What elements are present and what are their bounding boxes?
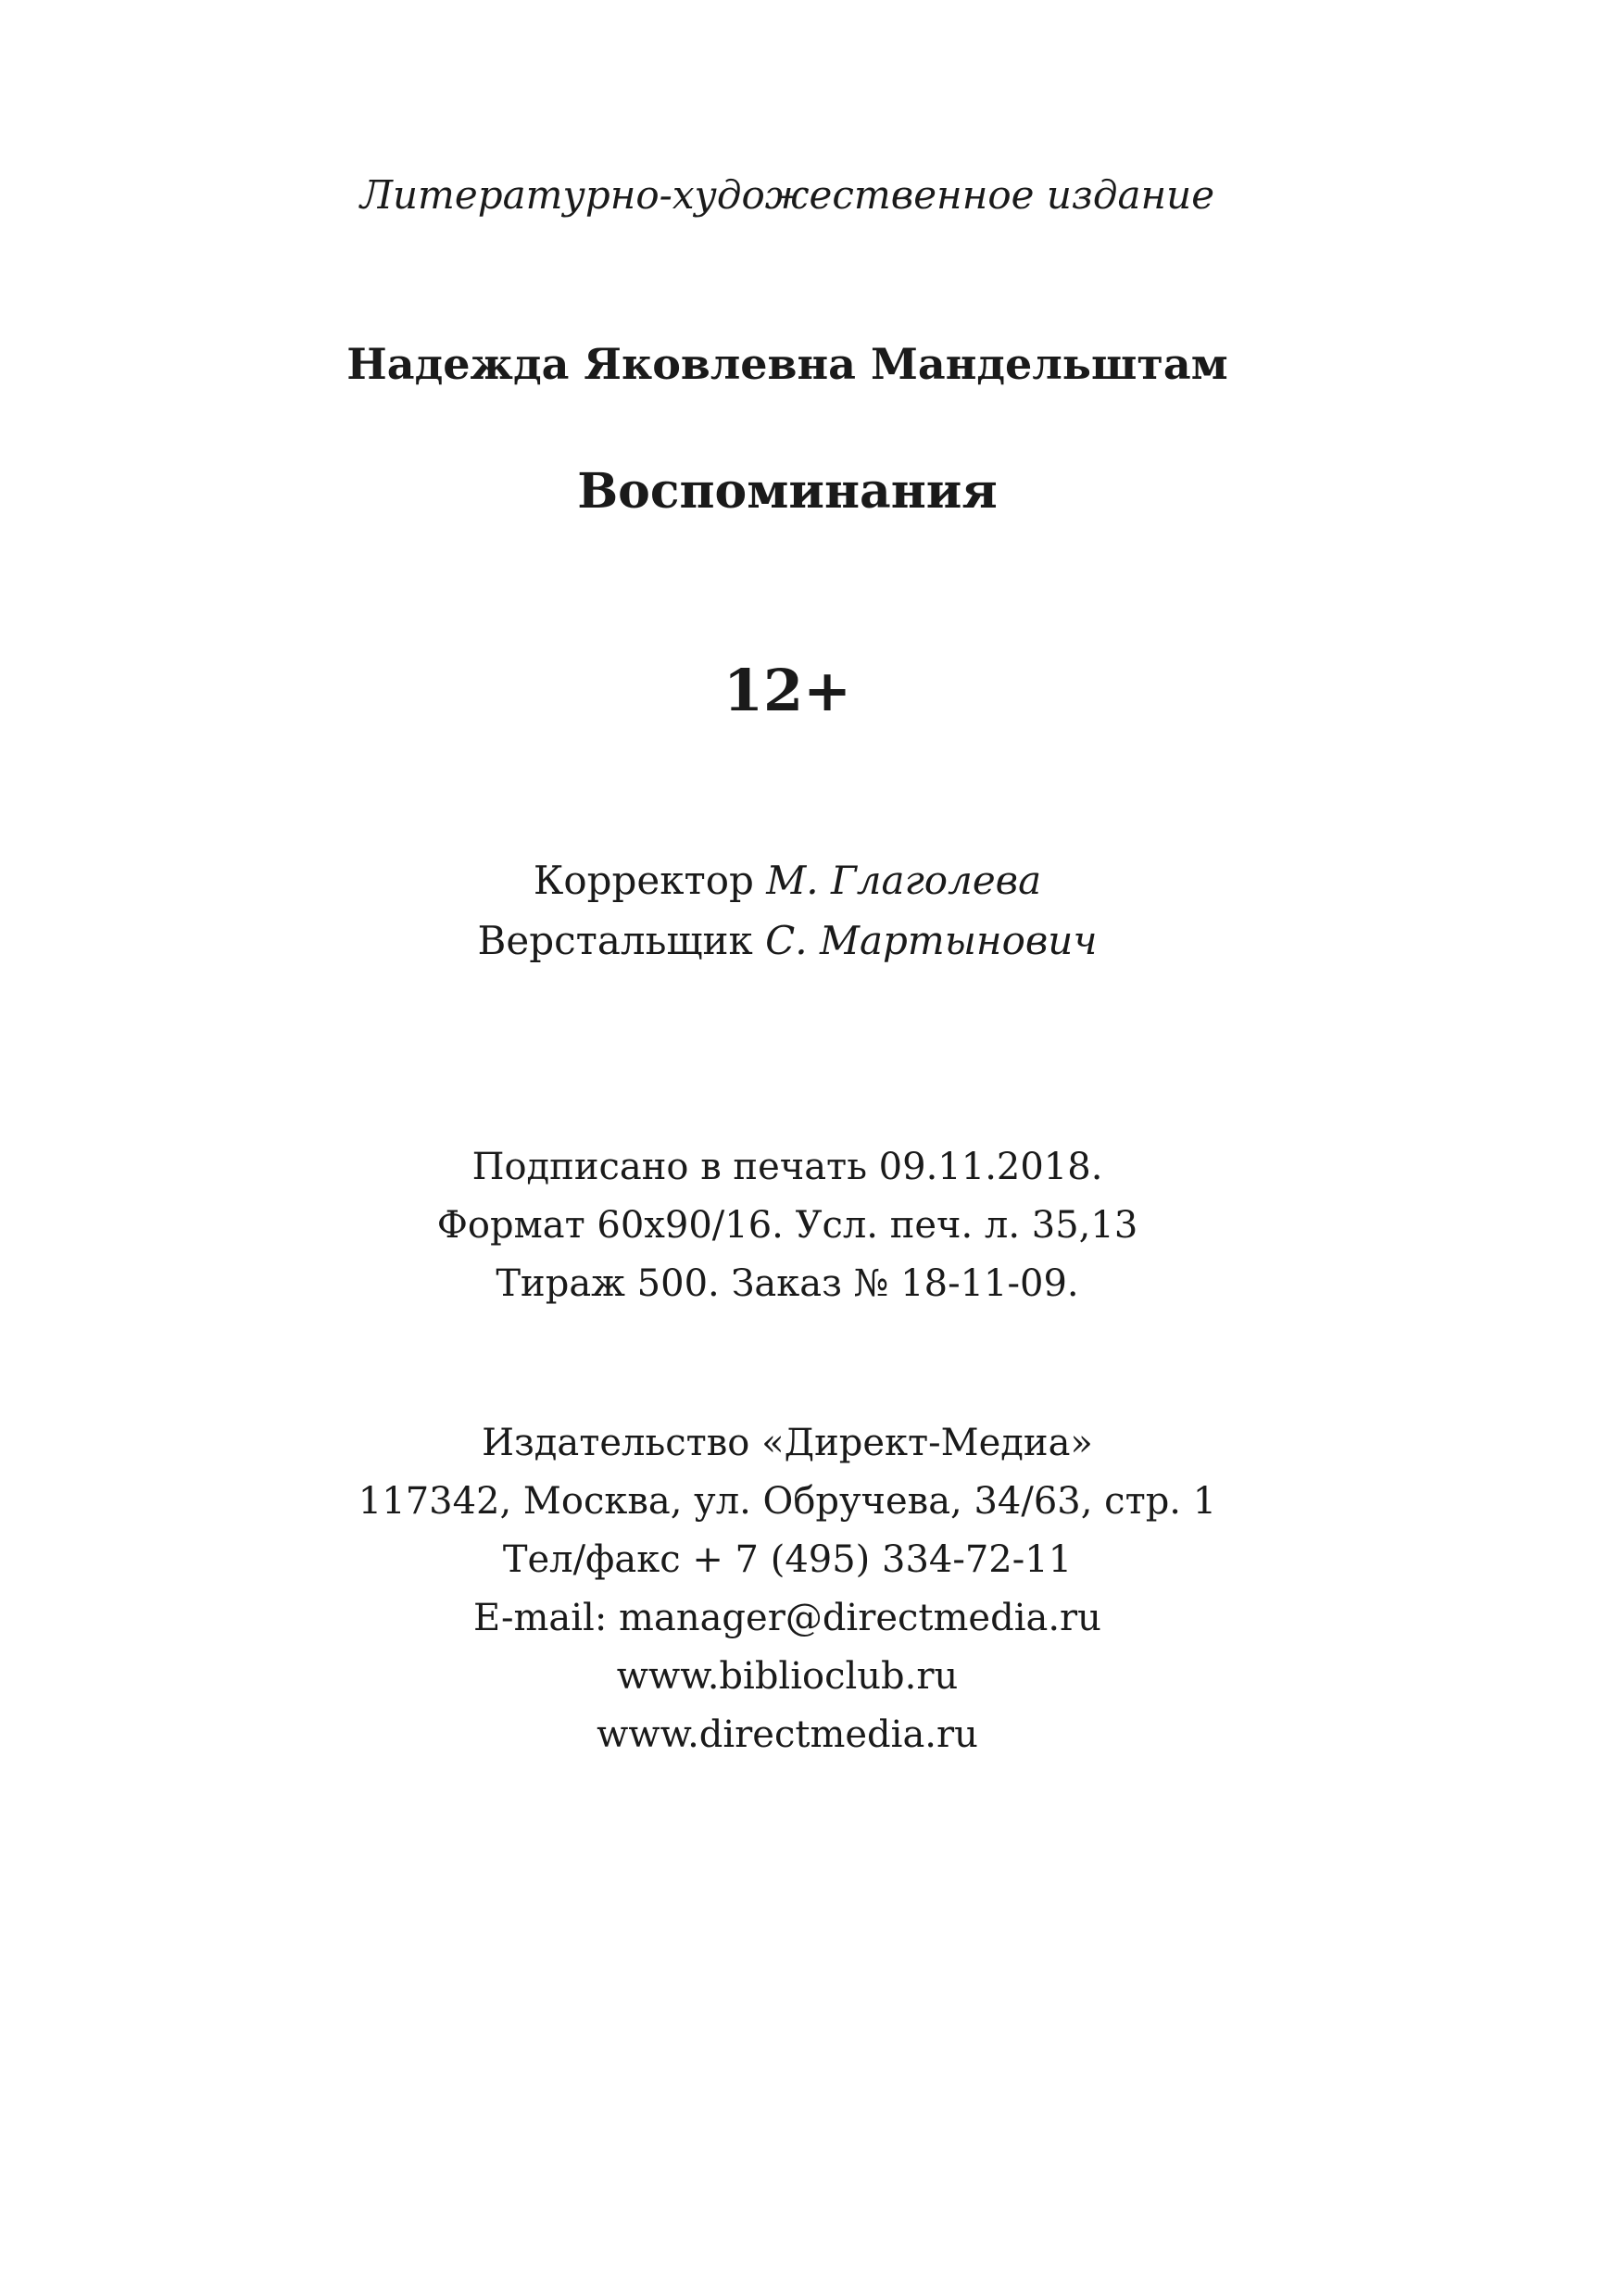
edition-type: Литературно-художественное издание bbox=[359, 172, 1215, 218]
print-run-order: Тираж 500. Заказ № 18-11-09. bbox=[496, 1262, 1079, 1305]
publisher-email: E-mail: manager@directmedia.ru bbox=[473, 1597, 1101, 1639]
print-format: Формат 60х90/16. Усл. печ. л. 35,13 bbox=[436, 1204, 1138, 1247]
book-title: Воспоминания bbox=[577, 463, 998, 520]
publisher-name: Издательство «Директ-Медиа» bbox=[482, 1422, 1093, 1464]
publisher-website: www.biblioclub.ru bbox=[616, 1655, 959, 1698]
credit-typesetter bbox=[0, 918, 1575, 963]
credit-person: М. Глаголева bbox=[766, 858, 1042, 903]
credit-proofreader bbox=[0, 858, 1575, 903]
credit-role: Корректор bbox=[533, 858, 754, 903]
publisher-address: 117342, Москва, ул. Обручева, 34/63, стр. 1 bbox=[358, 1480, 1217, 1523]
publisher-phone: Тел/факс + 7 (495) 334-72-11 bbox=[502, 1538, 1073, 1581]
age-rating: 12+ bbox=[723, 657, 852, 724]
author-name: Надежда Яковлевна Мандельштам bbox=[346, 339, 1228, 389]
credit-person: С. Мартынович bbox=[765, 918, 1098, 963]
publisher-website: www.directmedia.ru bbox=[597, 1713, 978, 1756]
print-signed-date: Подписано в печать 09.11.2018. bbox=[471, 1146, 1103, 1188]
credit-role: Верстальщик bbox=[477, 918, 753, 963]
